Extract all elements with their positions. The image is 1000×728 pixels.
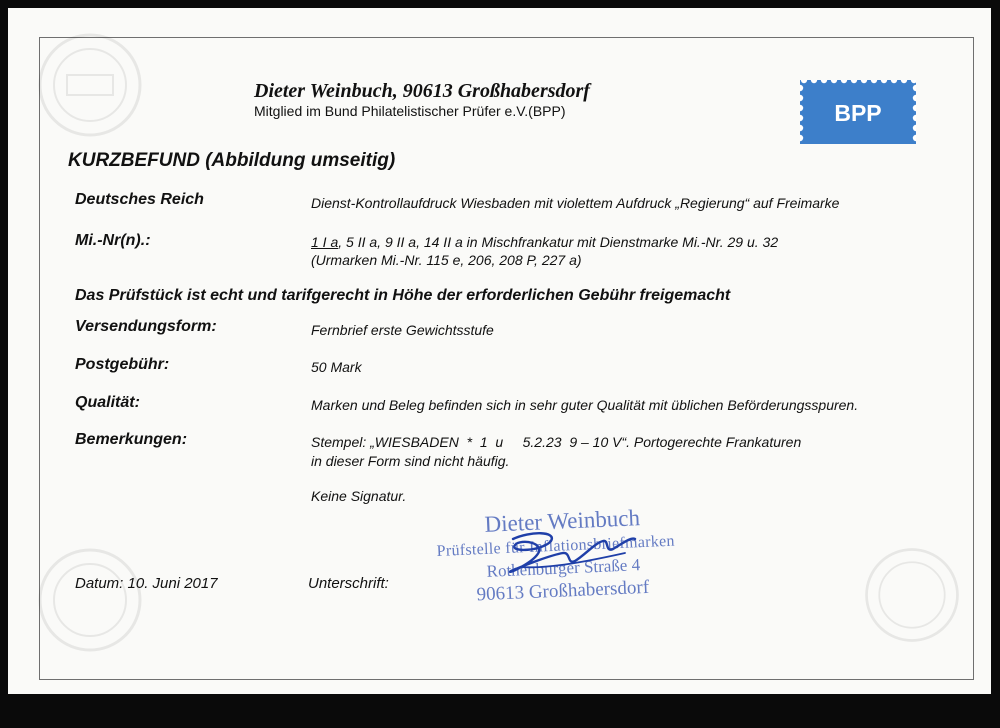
issue-date: Datum: 10. Juni 2017 <box>75 575 218 592</box>
membership-line: Mitglied im Bund Philatelistischer Prüfer e.V.(BPP) <box>254 103 566 119</box>
signature-label: Unterschrift: <box>308 575 389 592</box>
area-value: Dienst-Kontrollaufdruck Wiesbaden mit violettem Aufdruck „Regierung“ auf Freimarke <box>311 195 840 211</box>
remarks-line-3: Keine Signatur. <box>311 488 407 504</box>
quality-label: Qualität: <box>75 394 140 411</box>
catalog-number-value <box>311 234 778 250</box>
remarks-line-2: in dieser Form sind nicht häufig. <box>311 453 510 469</box>
area-label: Deutsches Reich <box>75 191 204 208</box>
remarks-line-1: Stempel: „WIESBADEN * 1 u 5.2.23 9 – 10 V“. Portogerechte Frankaturen <box>311 434 802 450</box>
document-title: KURZBEFUND (Abbildung umseitig) <box>68 150 396 171</box>
catalog-number-main: 1 I a <box>311 234 339 250</box>
handwritten-signature <box>485 525 655 585</box>
examiner-name: Dieter Weinbuch, 90613 Großhabersdorf <box>254 80 590 102</box>
shipping-form-value: Fernbrief erste Gewichtsstufe <box>311 322 494 338</box>
quality-value: Marken und Beleg befinden sich in sehr guter Qualität mit üblichen Beförderungsspuren. <box>311 397 859 413</box>
catalog-number-label: Mi.-Nr(n).: <box>75 232 151 249</box>
watermark-seal-bottom-left <box>35 545 145 655</box>
stamp-street: Rothenburger Straße 4 <box>486 555 641 581</box>
original-stamps-line: (Urmarken Mi.-Nr. 115 e, 206, 208 P, 227 a) <box>311 252 582 268</box>
stamp-name: Dieter Weinbuch <box>484 505 641 537</box>
verdict-statement: Das Prüfstück ist echt und tarifgerecht in Höhe der erforderlichen Gebühr freigemacht <box>75 287 731 304</box>
stamp-city: 90613 Großhabersdorf <box>476 576 650 606</box>
bpp-logo <box>800 80 916 144</box>
watermark-seal-top-left <box>35 30 145 140</box>
postage-label: Postgebühr: <box>75 356 170 373</box>
shipping-form-label: Versendungsform: <box>75 318 217 335</box>
watermark-seal-bottom-right <box>862 545 962 645</box>
bpp-logo-text: BPP <box>834 100 882 126</box>
remarks-label: Bemerkungen: <box>75 431 188 448</box>
stamp-institute: Prüfstelle für Inflationsbriefmarken <box>436 532 676 561</box>
catalog-number-rest: , 5 II a, 9 II a, 14 II a in Mischfrankatur mit Dienstmarke Mi.-Nr. 29 u. 32 <box>338 234 779 250</box>
postage-value: 50 Mark <box>311 359 362 375</box>
